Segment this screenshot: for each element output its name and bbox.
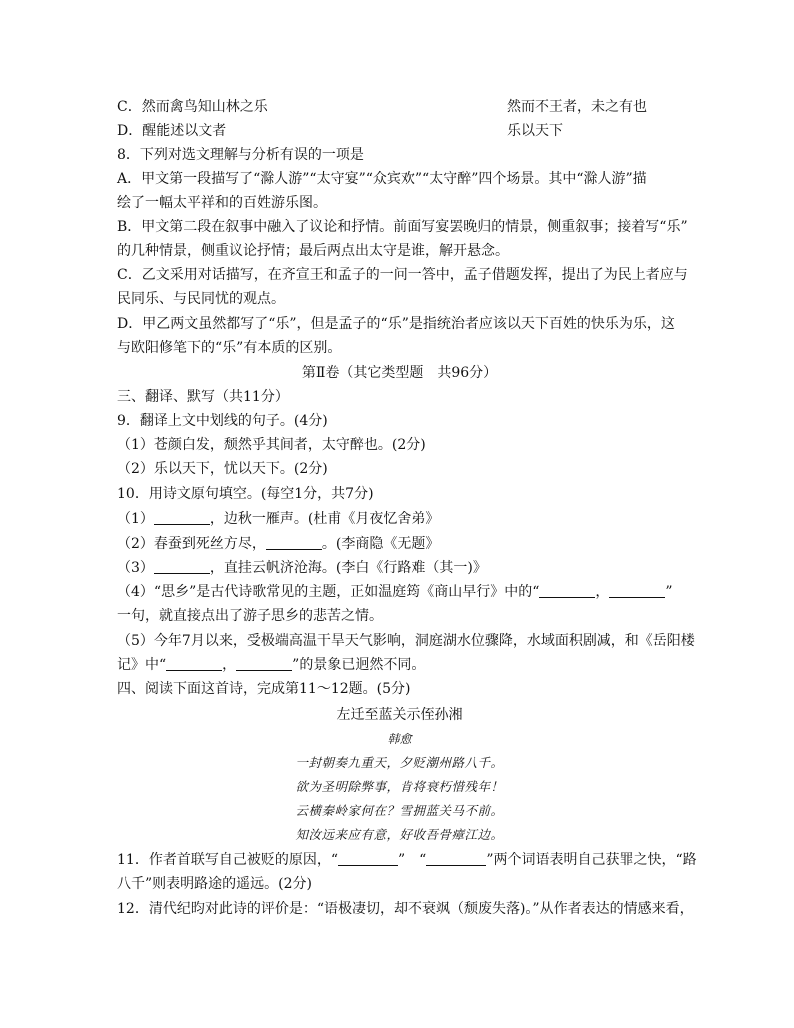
q9-item-2: （2）乐以天下，忧以天下。(2分) <box>117 461 328 477</box>
section-4-heading: 四、阅读下面这首诗，完成第11～12题。(5分) <box>117 681 411 697</box>
answer-blank[interactable] <box>236 656 292 671</box>
answer-blank[interactable] <box>539 583 595 598</box>
answer-blank[interactable] <box>338 851 398 866</box>
q10-2-suffix: 。(李商隐《无题》 <box>321 536 440 552</box>
q8-option-a-line2: 绘了一幅太平祥和的百姓游乐图。 <box>117 195 327 211</box>
q10-1-prefix: （1） <box>117 511 154 527</box>
answer-blank[interactable] <box>154 510 210 525</box>
q10-5-separator: ， <box>222 657 237 673</box>
q10-item-3 <box>117 557 682 579</box>
q8-option-d-line2: 与欧阳修笔下的“乐”有本质的区别。 <box>117 340 342 356</box>
q11-mid: ” “ <box>397 852 427 868</box>
q8-option-a-line1: A．甲文第一段描写了“滁人游”“太守宴”“众宾欢”“太守醉”四个场景。其中“滁人游”描 <box>117 171 647 187</box>
answer-blank[interactable] <box>154 559 210 574</box>
q10-2-prefix: （2）春蚕到死丝方尽， <box>117 536 266 552</box>
q10-item-4-line1 <box>117 581 682 603</box>
option-c-right: 然而不王者，未之有也 <box>507 99 647 115</box>
option-d-left: D．醒能述以文者 <box>117 123 227 139</box>
q9-item-1: （1）苍颜白发，颓然乎其间者，太守醉也。(2分) <box>117 437 426 453</box>
q10-item-5-line1: （5）今年7月以来，受极端高温干旱天气影响，洞庭湖水位骤降，水域面积剧减，和《岳阳楼 <box>117 633 695 649</box>
q10-1-suffix: ，边秋一雁声。(杜甫《月夜忆舍弟》 <box>209 511 440 527</box>
answer-blank[interactable] <box>609 583 665 598</box>
q10-item-4-line2: 一句，就直接点出了游子思乡的悲苦之情。 <box>117 608 383 624</box>
option-d-right: 乐以天下 <box>507 123 563 139</box>
q11-suffix: ”两个词语表明自己获罪之快，“路 <box>486 852 697 868</box>
part-2-heading: 第Ⅱ卷（其它类型题 共96分） <box>301 365 498 381</box>
q10-4-close-quote: ” <box>665 584 673 600</box>
poem-line-3: 云横秦岭家何在？雪拥蓝关马不前。 <box>295 803 504 818</box>
q8-option-b-line2: 的几种情景，侧重议论抒情；最后两点出太守是谁，解开悬念。 <box>117 243 509 259</box>
option-c-left: C．然而禽鸟知山林之乐 <box>117 99 268 115</box>
q10-4-prefix: （4）“思乡”是古代诗歌常见的主题，正如温庭筠《商山早行》中的“ <box>117 584 540 600</box>
q10-3-suffix: ，直挂云帆济沧海。(李白《行路难（其一)》 <box>209 560 487 576</box>
question-9: 9．翻译上文中划线的句子。(4分) <box>117 413 328 429</box>
q10-item-1 <box>117 508 682 530</box>
answer-blank[interactable] <box>166 656 222 671</box>
question-10: 10．用诗文原句填空。(每空1分，共7分) <box>117 486 374 502</box>
question-11-line1 <box>117 849 697 871</box>
answer-blank[interactable] <box>426 851 486 866</box>
q10-3-prefix: （3） <box>117 560 154 576</box>
q10-5-prefix: 记》中“ <box>117 657 167 673</box>
option-d-row <box>117 120 682 142</box>
q11-prefix: 11．作者首联写自己被贬的原因，“ <box>117 852 338 868</box>
q8-option-c-line2: 民同乐、与民同忧的观点。 <box>117 291 285 307</box>
q10-item-5-line2 <box>117 654 682 676</box>
q10-item-2 <box>117 533 682 555</box>
q8-option-d-line1: D．甲乙两文虽然都写了“乐”，但是孟子的“乐”是指统治者应该以天下百姓的快乐为乐，这 <box>117 316 675 332</box>
option-c-row <box>117 96 682 118</box>
q10-5-suffix: ”的景象已迥然不同。 <box>292 657 426 673</box>
poem-line-4: 知汝远来应有意，好收吾骨瘴江边。 <box>295 827 504 842</box>
q8-option-b-line1: B．甲文第二段在叙事中融入了议论和抒情。前面写宴罢晚归的情景，侧重叙事；接着写“乐” <box>117 219 688 235</box>
question-8: 8．下列对选文理解与分析有误的一项是 <box>117 147 364 163</box>
question-11-line2: 八千”则表明路途的遥远。(2分) <box>117 876 312 892</box>
poem-author: 韩愈 <box>387 732 412 746</box>
poem-line-2: 欲为圣明除弊事，肯将衰朽惜残年！ <box>295 779 504 794</box>
answer-blank[interactable] <box>266 535 322 550</box>
question-12: 12．清代纪昀对此诗的评价是：“语极凄切，却不衰飒（颓废失落)。”从作者表达的情感来看， <box>117 901 694 917</box>
q8-option-c-line1: C．乙文采用对话描写，在齐宣王和孟子的一问一答中，孟子借题发挥，提出了为民上者应与 <box>117 267 688 283</box>
section-3-heading: 三、翻译、默写（共11分） <box>117 389 289 405</box>
poem-title: 左迁至蓝关示侄孙湘 <box>336 707 463 723</box>
poem-line-1: 一封朝奏九重天，夕贬潮州路八千。 <box>295 755 504 770</box>
q10-4-separator: ， <box>595 584 610 600</box>
